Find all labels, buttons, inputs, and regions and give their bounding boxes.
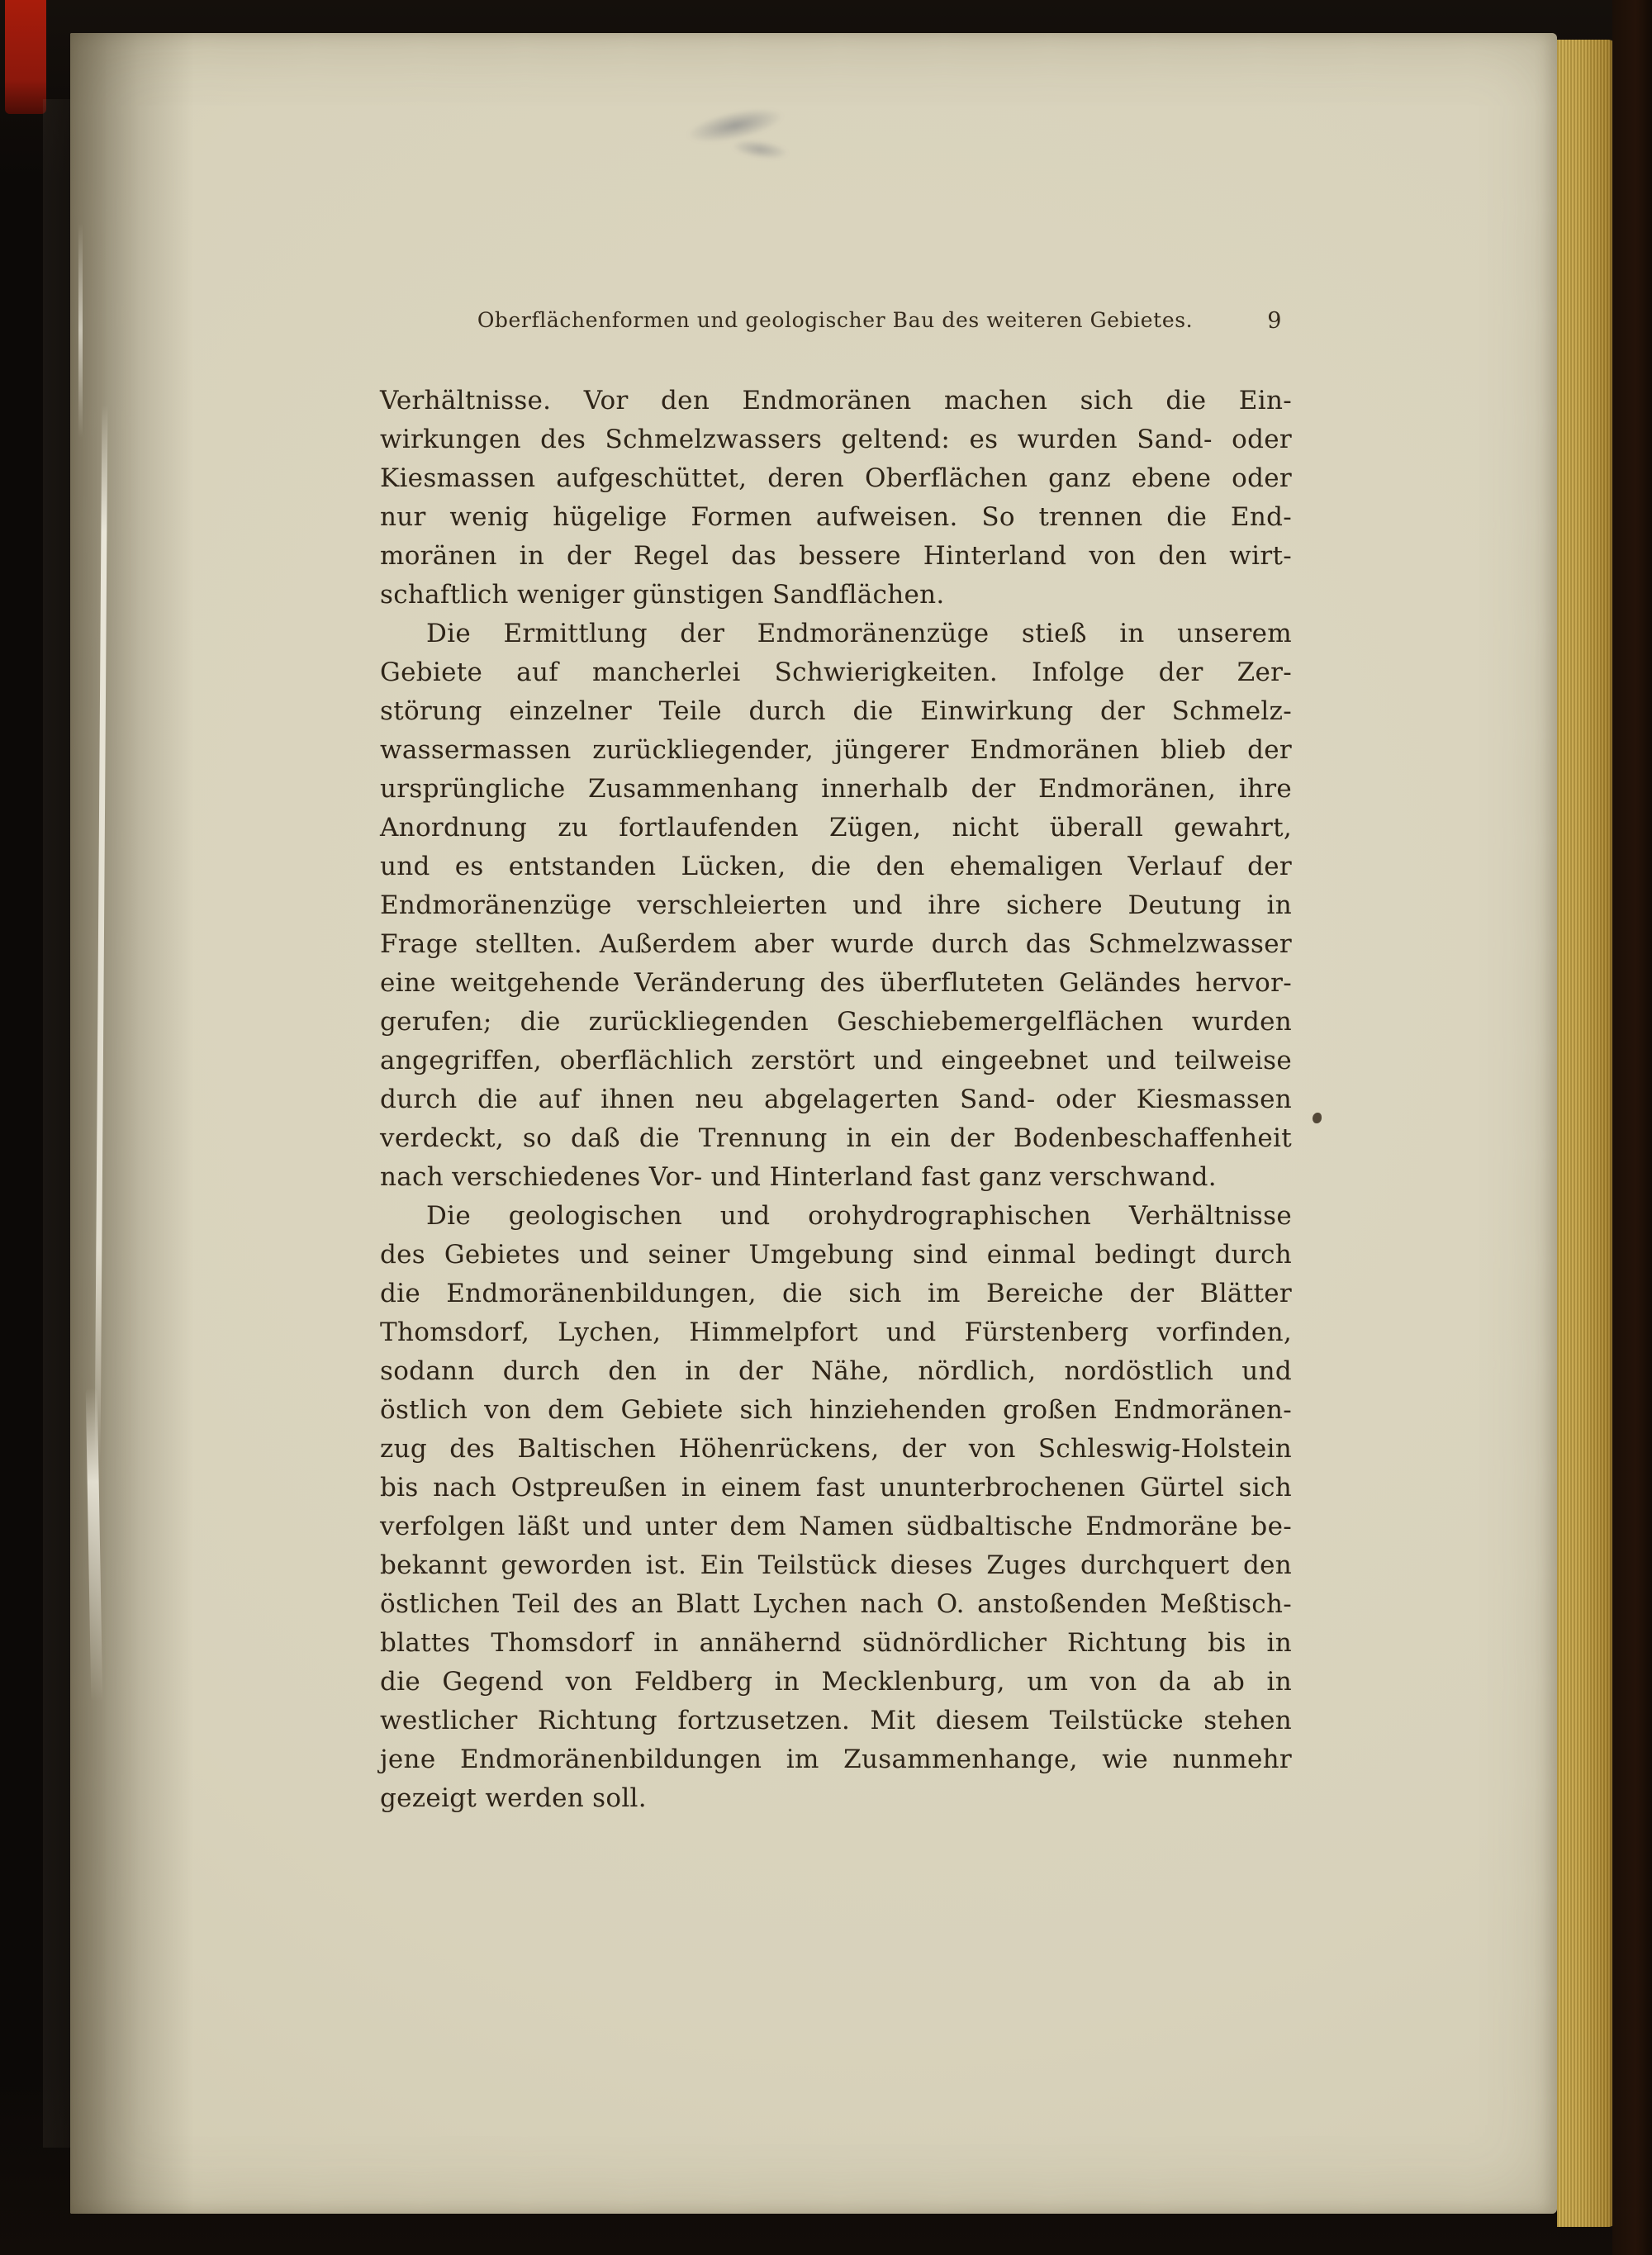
paragraph: [380, 615, 1292, 1197]
paragraph: [380, 382, 1292, 615]
text-line: blattes Thomsdorf in annähernd südnördlicher Richtung bis in: [380, 1628, 1292, 1658]
text-line: angegriffen, oberflächlich zerstört und eingeebnet und teilweise: [380, 1046, 1292, 1075]
page-number: 9: [1267, 308, 1282, 334]
text-line: Anordnung zu fortlaufenden Zügen, nicht überall gewahrt,: [380, 813, 1292, 843]
text-line: jene Endmoränenbildungen im Zusammenhange, wie nunmehr: [380, 1745, 1292, 1774]
text-line: Gebiete auf mancherlei Schwierigkeiten. Infolge der Zer-: [380, 658, 1292, 687]
text-line: gezeigt werden soll.: [380, 1783, 647, 1813]
text-line: westlicher Richtung fortzusetzen. Mit diesem Teilstücke stehen: [380, 1706, 1292, 1735]
ink-speck: [1313, 1113, 1322, 1123]
text-line: wassermassen zurückliegender, jüngerer Endmoränen blieb der: [380, 735, 1292, 765]
text-line: bekannt geworden ist. Ein Teilstück dieses Zuges durchquert den: [380, 1550, 1292, 1580]
book-cover-red-strip: [5, 0, 46, 114]
body-text: [380, 382, 1292, 1818]
book-cover-right: [1612, 0, 1652, 2255]
text-line: störung einzelner Teile durch die Einwirkung der Schmelz-: [380, 696, 1292, 726]
text-line: Kiesmassen aufgeschüttet, deren Oberflächen ganz ebene oder: [380, 463, 1292, 493]
text-line: bis nach Ostpreußen in einem fast ununterbrochenen Gürtel sich: [380, 1473, 1292, 1503]
text-line: Thomsdorf, Lychen, Himmelpfort und Fürstenberg vorfinden,: [380, 1317, 1292, 1347]
running-head-title: Oberflächenformen und geologischer Bau des weiteren Gebietes.: [477, 308, 1194, 332]
text-line: wirkungen des Schmelzwassers geltend: es wurden Sand- oder: [380, 425, 1292, 454]
running-head: [380, 308, 1290, 341]
gutter-shadow: [70, 33, 194, 2214]
text-line: Endmoränenzüge verschleierten und ihre sichere Deutung in: [380, 890, 1292, 920]
text-line: ursprüngliche Zusammenhang innerhalb der Endmoränen, ihre: [380, 774, 1292, 804]
text-line: nur wenig hügelige Formen aufweisen. So trennen die End-: [380, 502, 1292, 532]
text-line: Die Ermittlung der Endmoränenzüge stieß in unserem: [426, 619, 1292, 648]
text-line: des Gebietes und seiner Umgebung sind einmal bedingt durch: [380, 1240, 1292, 1270]
book-page: [70, 33, 1557, 2214]
page-fore-edge: [1557, 40, 1616, 2227]
text-line: die Endmoränenbildungen, die sich im Bereiche der Blätter: [380, 1279, 1292, 1308]
text-line: sodann durch den in der Nähe, nördlich, nordöstlich und: [380, 1356, 1292, 1386]
text-line: die Gegend von Feldberg in Mecklenburg, um von da ab in: [380, 1667, 1292, 1697]
text-line: moränen in der Regel das bessere Hinterland von den wirt-: [380, 541, 1292, 571]
text-line: verfolgen läßt und unter dem Namen südbaltische Endmoräne be-: [380, 1512, 1292, 1541]
text-line: verdeckt, so daß die Trennung in ein der Bodenbeschaffenheit: [380, 1123, 1292, 1153]
text-line: zug des Baltischen Höhenrückens, der von Schleswig-Holstein: [380, 1434, 1292, 1464]
text-line: Frage stellten. Außerdem aber wurde durch das Schmelzwasser: [380, 929, 1292, 959]
text-line: Die geologischen und orohydrographischen Verhältnisse: [426, 1201, 1292, 1231]
text-line: nach verschiedenes Vor- und Hinterland fast ganz verschwand.: [380, 1162, 1217, 1192]
text-line: schaftlich weniger günstigen Sandflächen.: [380, 580, 945, 610]
text-line: und es entstanden Lücken, die den ehemaligen Verlauf der: [380, 852, 1292, 881]
text-line: gerufen; die zurückliegenden Geschiebemergelflächen wurden: [380, 1007, 1292, 1037]
text-line: Verhältnisse. Vor den Endmoränen machen sich die Ein-: [380, 386, 1292, 415]
binding-paper-streak: [78, 223, 83, 438]
text-line: eine weitgehende Veränderung des überfluteten Geländes hervor-: [380, 968, 1292, 998]
text-line: östlichen Teil des an Blatt Lychen nach O. anstoßenden Meßtisch-: [380, 1589, 1292, 1619]
text-line: durch die auf ihnen neu abgelagerten Sand- oder Kiesmassen: [380, 1085, 1292, 1114]
pencil-smudge: [730, 136, 790, 163]
paragraph: [380, 1197, 1292, 1818]
text-line: östlich von dem Gebiete sich hinziehenden großen Endmoränen-: [380, 1395, 1292, 1425]
